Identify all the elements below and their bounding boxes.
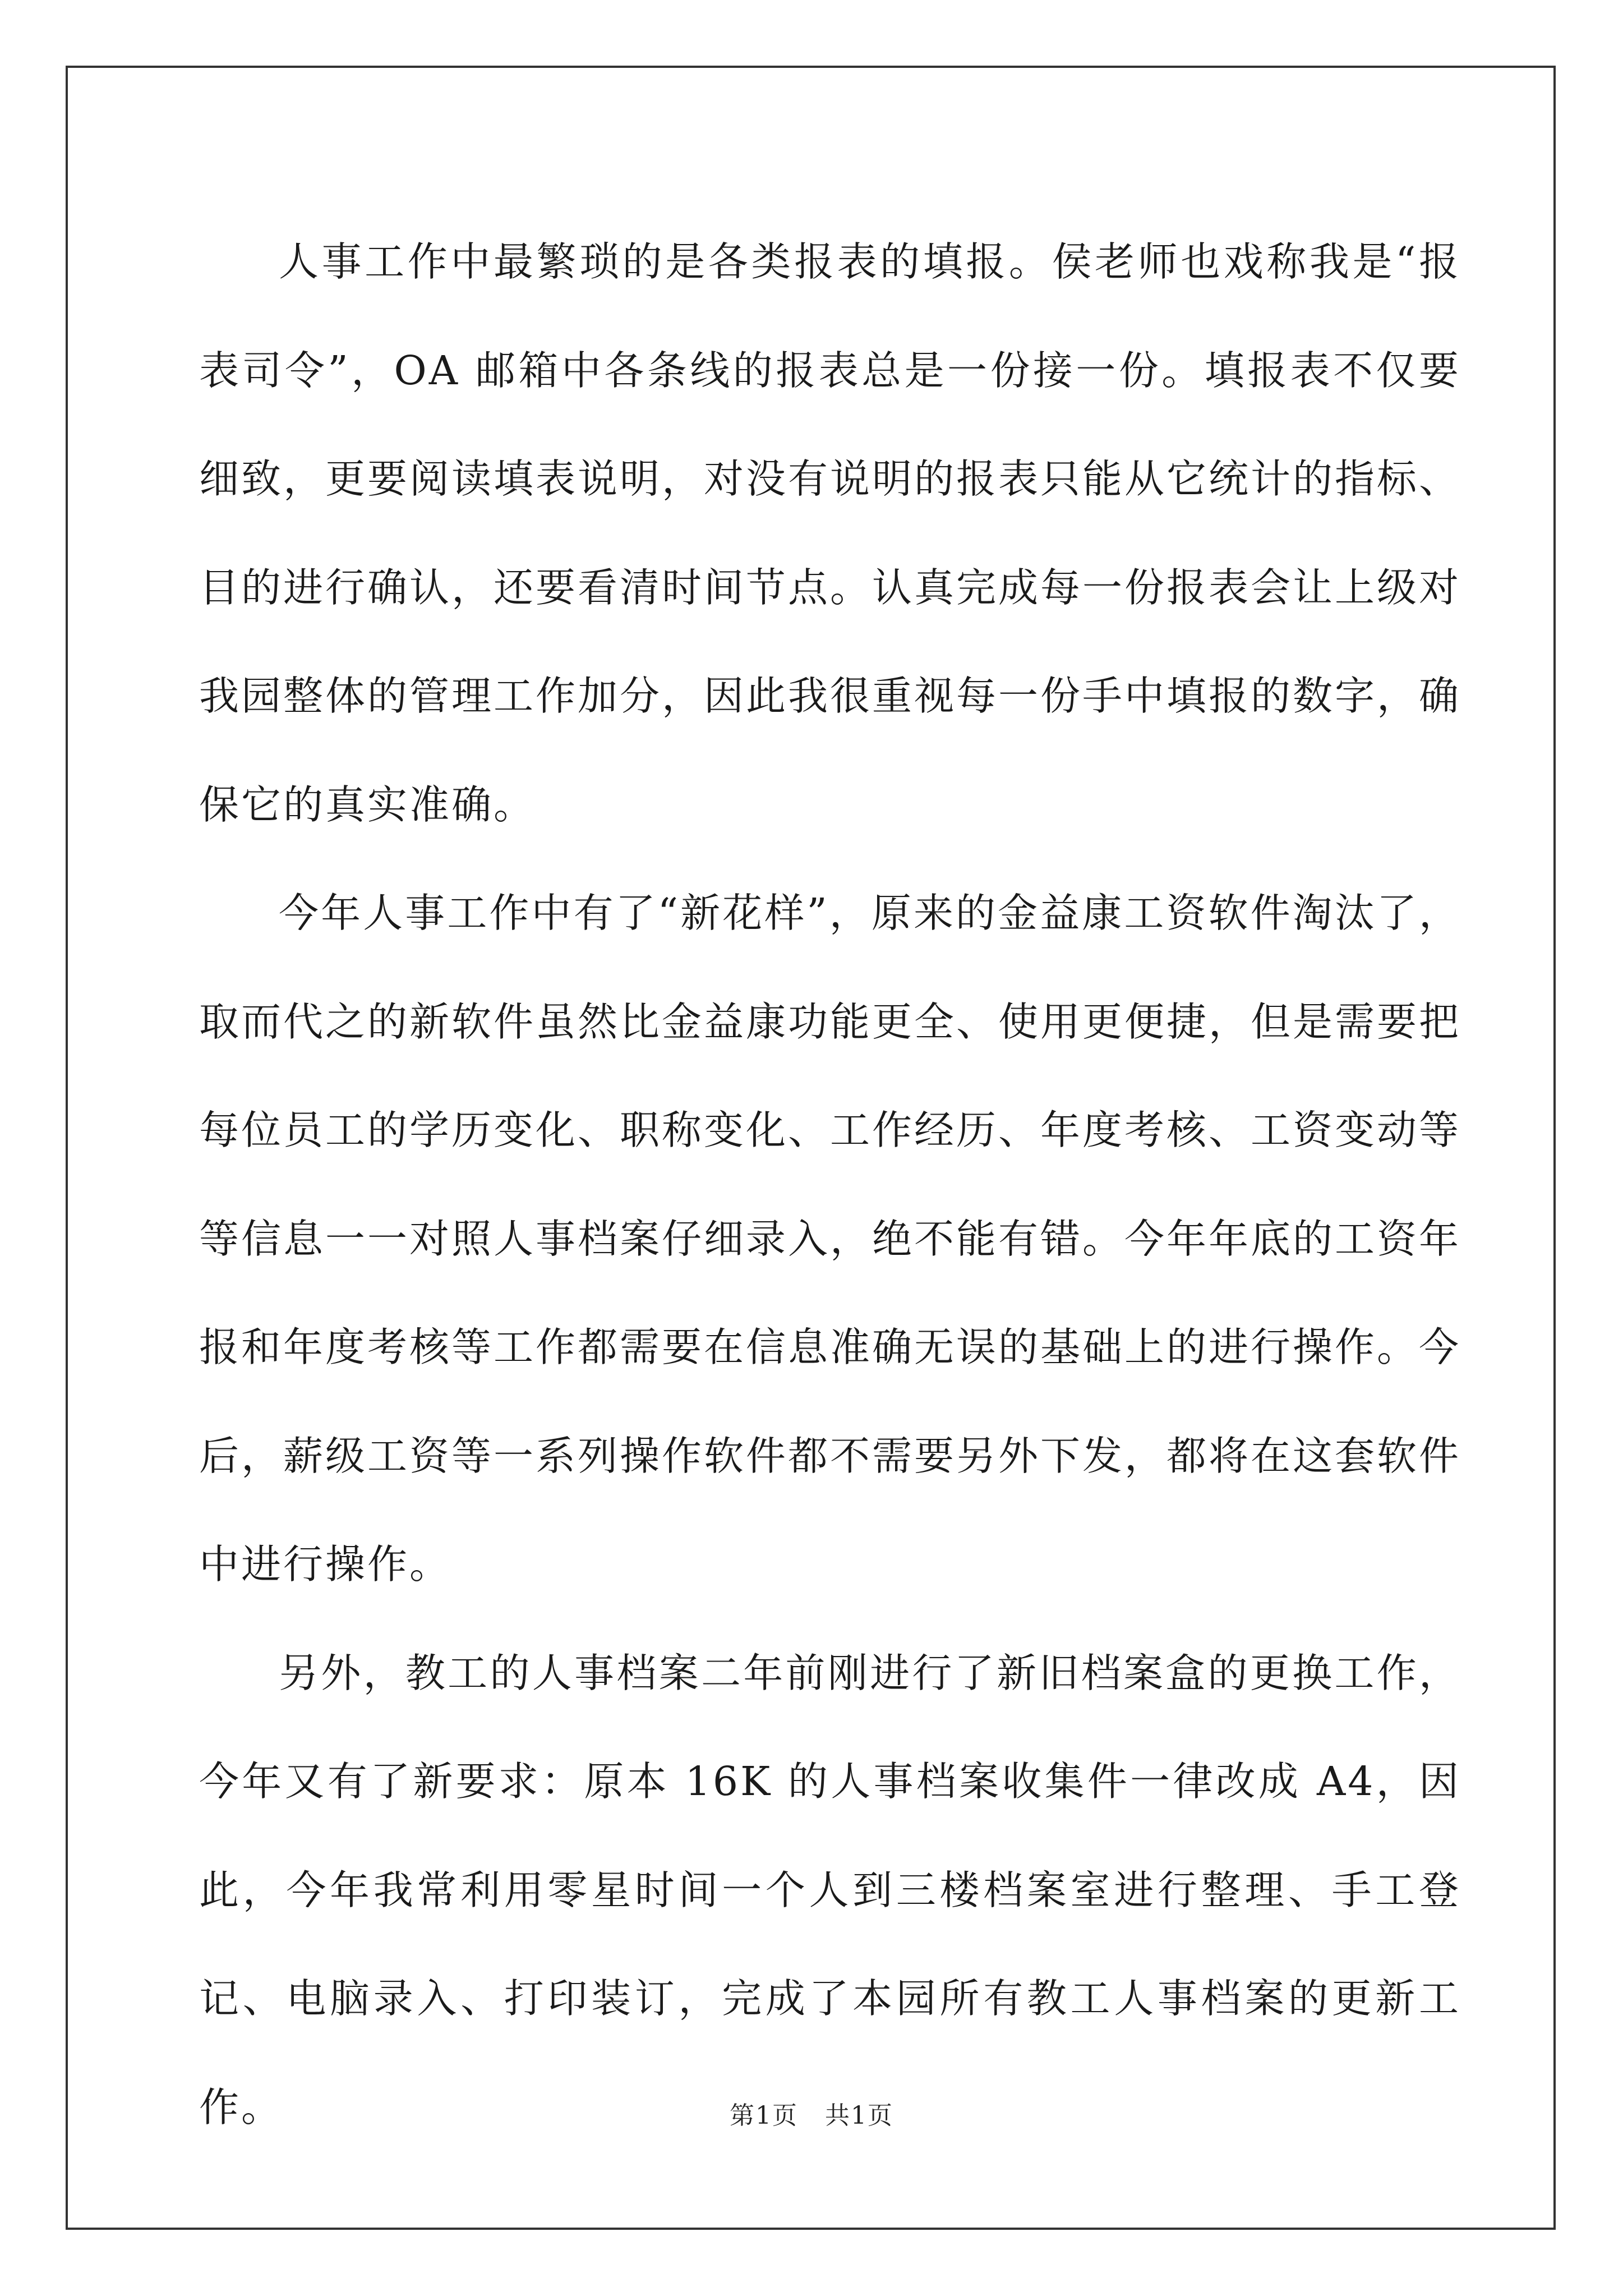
page-total: 共1页 (824, 2101, 893, 2130)
paragraph-2: 今年人事工作中有了“新花样”，原来的金益康工资软件淘汰了，取而代之的新软件虽然比金益康功能更全、使用更便捷，但是需要把每位员工的学历变化、职称变化、工作经历、年度考核、工资变动等等信息一一对照人事档案仔细录入，绝不能有错。今年年底的工资年报和年度考核等工作都需要在信息准确无误的基础上的进行操作。今后，薪级工资等一系列操作软件都不需要另外下发，都将在这套软件中进行操作。 (199, 890, 1461, 1588)
page-footer (0, 2095, 1623, 2131)
document-body (199, 208, 1461, 2161)
paragraph-3: 另外，教工的人事档案二年前刚进行了新旧档案盒的更换工作，今年又有了新要求：原本 16K 的人事档案收集件一律改成 A4，因此，今年我常利用零星时间一个人到三楼档案室进行整理、手工登记、电脑录入、打印装订，完成了本园所有教工人事档案的更新工作。 (199, 1649, 1461, 2131)
footer-spacer (798, 2101, 825, 2130)
paragraph-1: 人事工作中最繁琐的是各类报表的填报。侯老师也戏称我是“报表司令”，OA 邮箱中各条线的报表总是一份接一份。填报表不仅要细致，更要阅读填表说明，对没有说明的报表只能从它统计的指标、目的进行确认，还要看清时间节点。认真完成每一份报表会让上级对我园整体的管理工作加分，因此我很重视每一份手中填报的数字，确保它的真实准确。 (199, 238, 1461, 828)
page-number: 第1页 (730, 2101, 799, 2130)
